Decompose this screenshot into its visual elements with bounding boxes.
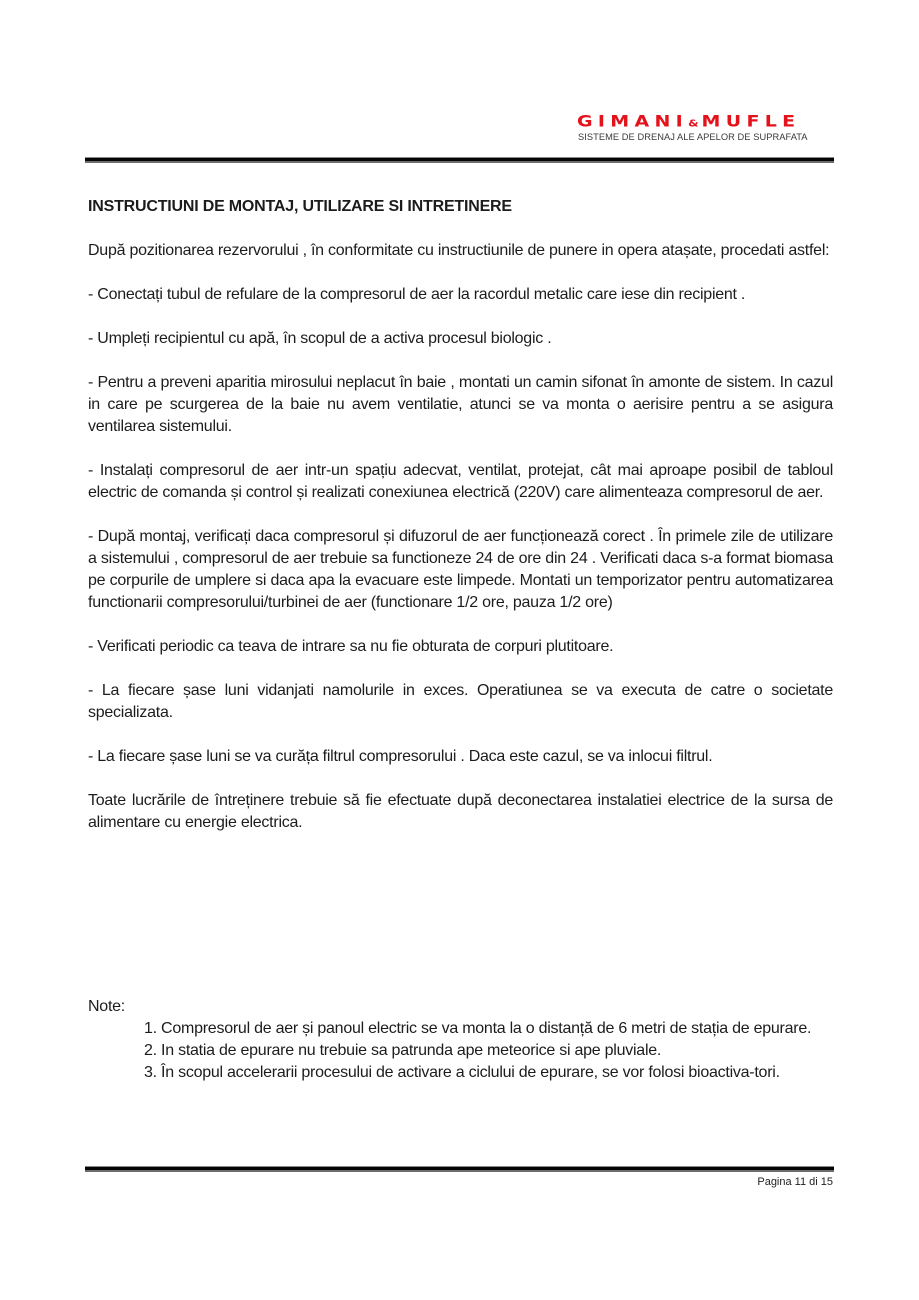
paragraph-step: - Instalați compresorul de aer intr-un spațiu adecvat, ventilat, protejat, cât mai aproape posibil de tabloul electric de comanda și control și realizati conexiunea electrică (220V) care alimenteaza compresorul de aer.: [88, 462, 833, 501]
paragraph-intro: După pozitionarea rezervorului , în conformitate cu instructiunile de punere in opera atașate, procedati astfel:: [88, 242, 830, 259]
logo-brand-right: MUFLE: [701, 112, 801, 131]
note-item: 1. Compresorul de aer și panoul electric se va monta la o distanță de 6 metri de stația de epurare.: [144, 1020, 812, 1037]
paragraph-step: - La fiecare șase luni vidanjati namolurile in exces. Operatiunea se va executa de catre o societate specializata.: [88, 682, 833, 721]
header-divider: [85, 157, 834, 163]
logo-tagline: SISTEME DE DRENAJ ALE APELOR DE SUPRAFATA: [578, 132, 808, 142]
document-body: [88, 196, 833, 856]
logo-ampersand: &: [688, 117, 699, 129]
page-title: INSTRUCTIUNI DE MONTAJ, UTILIZARE SI INTRETINERE: [88, 198, 512, 215]
page-number: Pagina 11 di 15: [757, 1176, 833, 1188]
company-logo: [577, 112, 834, 142]
paragraph-step: - Verificati periodic ca teava de intrare sa nu fie obturata de corpuri plutitoare.: [88, 638, 614, 655]
note-item: 2. In statia de epurare nu trebuie sa patrunda ape meteorice si ape pluviale.: [144, 1042, 662, 1059]
paragraph-maintenance-warning: Toate lucrările de întreținere trebuie să fie efectuate după deconectarea instalatiei electrice de la sursa de alimentare cu energie electrica.: [88, 792, 833, 831]
paragraph-step: - Conectați tubul de refulare de la compresorul de aer la racordul metalic care iese din recipient .: [88, 286, 746, 303]
logo-wordmark: [577, 114, 834, 131]
footer-divider: [85, 1166, 834, 1172]
notes-section: [88, 996, 833, 1084]
note-item: 3. În scopul accelerarii procesului de activare a ciclului de epurare, se vor folosi bioactiva-tori.: [144, 1064, 780, 1081]
paragraph-step: - Umpleți recipientul cu apă, în scopul de a activa procesul biologic .: [88, 330, 552, 347]
notes-label: Note:: [88, 998, 125, 1015]
paragraph-step: - La fiecare șase luni se va curăța filtrul compresorului . Daca este cazul, se va inlocui filtrul.: [88, 748, 713, 765]
logo-brand-left: GIMANI: [577, 112, 689, 131]
paragraph-step: - Pentru a preveni aparitia mirosului neplacut în baie , montati un camin sifonat în amonte de sistem. In cazul in care pe scurgerea de la baie nu avem ventilatie, atunci se va monta o aerisire pentru a se asigura ventilarea sistemului.: [88, 374, 833, 435]
paragraph-step: - După montaj, verificați daca compresorul și difuzorul de aer funcționează corect . În primele zile de utilizare a sistemului , compresorul de aer trebuie sa functioneze 24 de ore din 24 . Verificati daca s-a format biomasa pe corpurile de umplere si daca apa la evacuare este limpede. Montati un temporizator pentru automatizarea functionarii compresorului/turbinei de aer (functionare 1/2 ore, pauza 1/2 ore): [88, 528, 833, 611]
